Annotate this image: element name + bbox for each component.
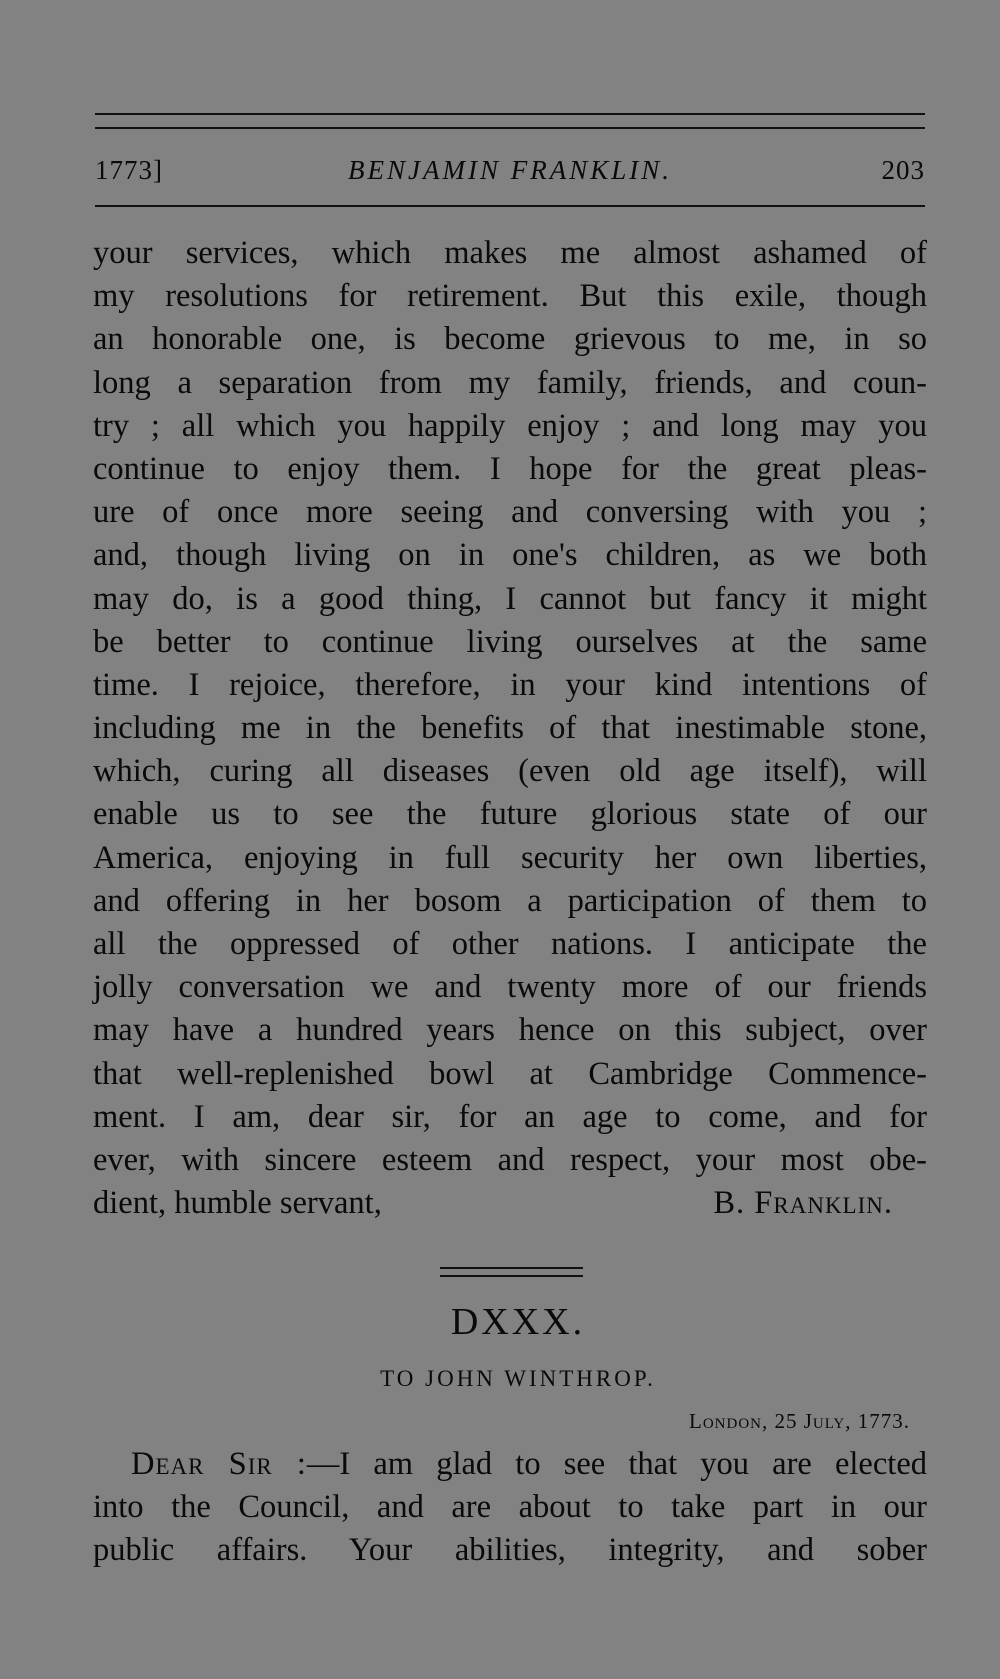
text-line: all the oppressed of other nations. I anticipate the <box>93 926 927 962</box>
page-number: 203 <box>881 155 925 185</box>
text-line: your services, which makes me almost ashamed of <box>93 235 927 271</box>
text-line: my resolutions for retirement. But this exile, though <box>93 278 927 315</box>
text-line: an honorable one, is become grievous to me, in so <box>93 321 927 358</box>
text-line: jolly conversation we and twenty more of our friends <box>93 969 927 1006</box>
text-line: may do, is a good thing, I cannot but fancy it might <box>93 580 927 617</box>
letter-number: DXXX. <box>450 1301 586 1343</box>
text-line: and offering in her bosom a participation of them to <box>93 882 927 919</box>
salutation: Dear Sir : <box>131 1446 307 1482</box>
text-line: into the Council, and are about to take part in our <box>93 1489 927 1526</box>
closing-line <box>93 1182 927 1225</box>
text-line: continue to enjoy them. I hope for the great pleas- <box>93 450 927 487</box>
text-line: try ; all which you happily enjoy ; and long may you <box>93 407 927 444</box>
top-double-rule-upper <box>95 113 925 115</box>
text-line: ment. I am, dear sir, for an age to come, and for <box>93 1098 927 1135</box>
text-line: be better to continue living ourselves at the same <box>93 623 927 660</box>
first-line-text: —I am glad to see that you are elected <box>306 1446 927 1482</box>
letter-addressee: TO JOHN WINTHROP. <box>380 1366 656 1391</box>
letter-body-continued <box>93 232 927 1225</box>
text-line: may have a hundred years hence on this subject, over <box>93 1012 927 1049</box>
text-line: enable us to see the future glorious state of our <box>93 796 927 833</box>
section-divider-upper <box>440 1267 583 1269</box>
text-line: America, enjoying in full security her own liberties, <box>93 839 927 876</box>
text-line: long a separation from my family, friends, and coun- <box>93 364 927 401</box>
text-line: public affairs. Your abilities, integrity, and sober <box>93 1532 927 1569</box>
running-head <box>95 152 925 188</box>
new-letter-body <box>93 1443 927 1573</box>
text-line: and, though living on in one's children, as we both <box>93 537 927 574</box>
top-double-rule-lower <box>95 127 925 129</box>
section-divider-lower <box>440 1275 583 1277</box>
text-line: that well-replenished bowl at Cambridge Commence- <box>93 1055 927 1092</box>
running-head-title: BENJAMIN FRANKLIN. <box>348 155 672 185</box>
text-line: ure of once more seeing and conversing with you ; <box>93 494 927 531</box>
text-line: ever, with sincere esteem and respect, your most obe- <box>93 1141 927 1178</box>
closing-text: dient, humble servant, <box>93 1185 382 1222</box>
signature: B. Franklin. <box>713 1185 893 1222</box>
header-rule <box>95 205 925 207</box>
text-line: time. I rejoice, therefore, in your kind intentions of <box>93 666 927 703</box>
letter-dateline: London, 25 July, 1773. <box>689 1409 910 1433</box>
running-head-year: 1773] <box>95 155 163 185</box>
text-line: including me in the benefits of that inestimable stone, <box>93 710 927 747</box>
first-text-line <box>93 1443 927 1486</box>
text-line: which, curing all diseases (even old age itself), will <box>93 753 927 790</box>
